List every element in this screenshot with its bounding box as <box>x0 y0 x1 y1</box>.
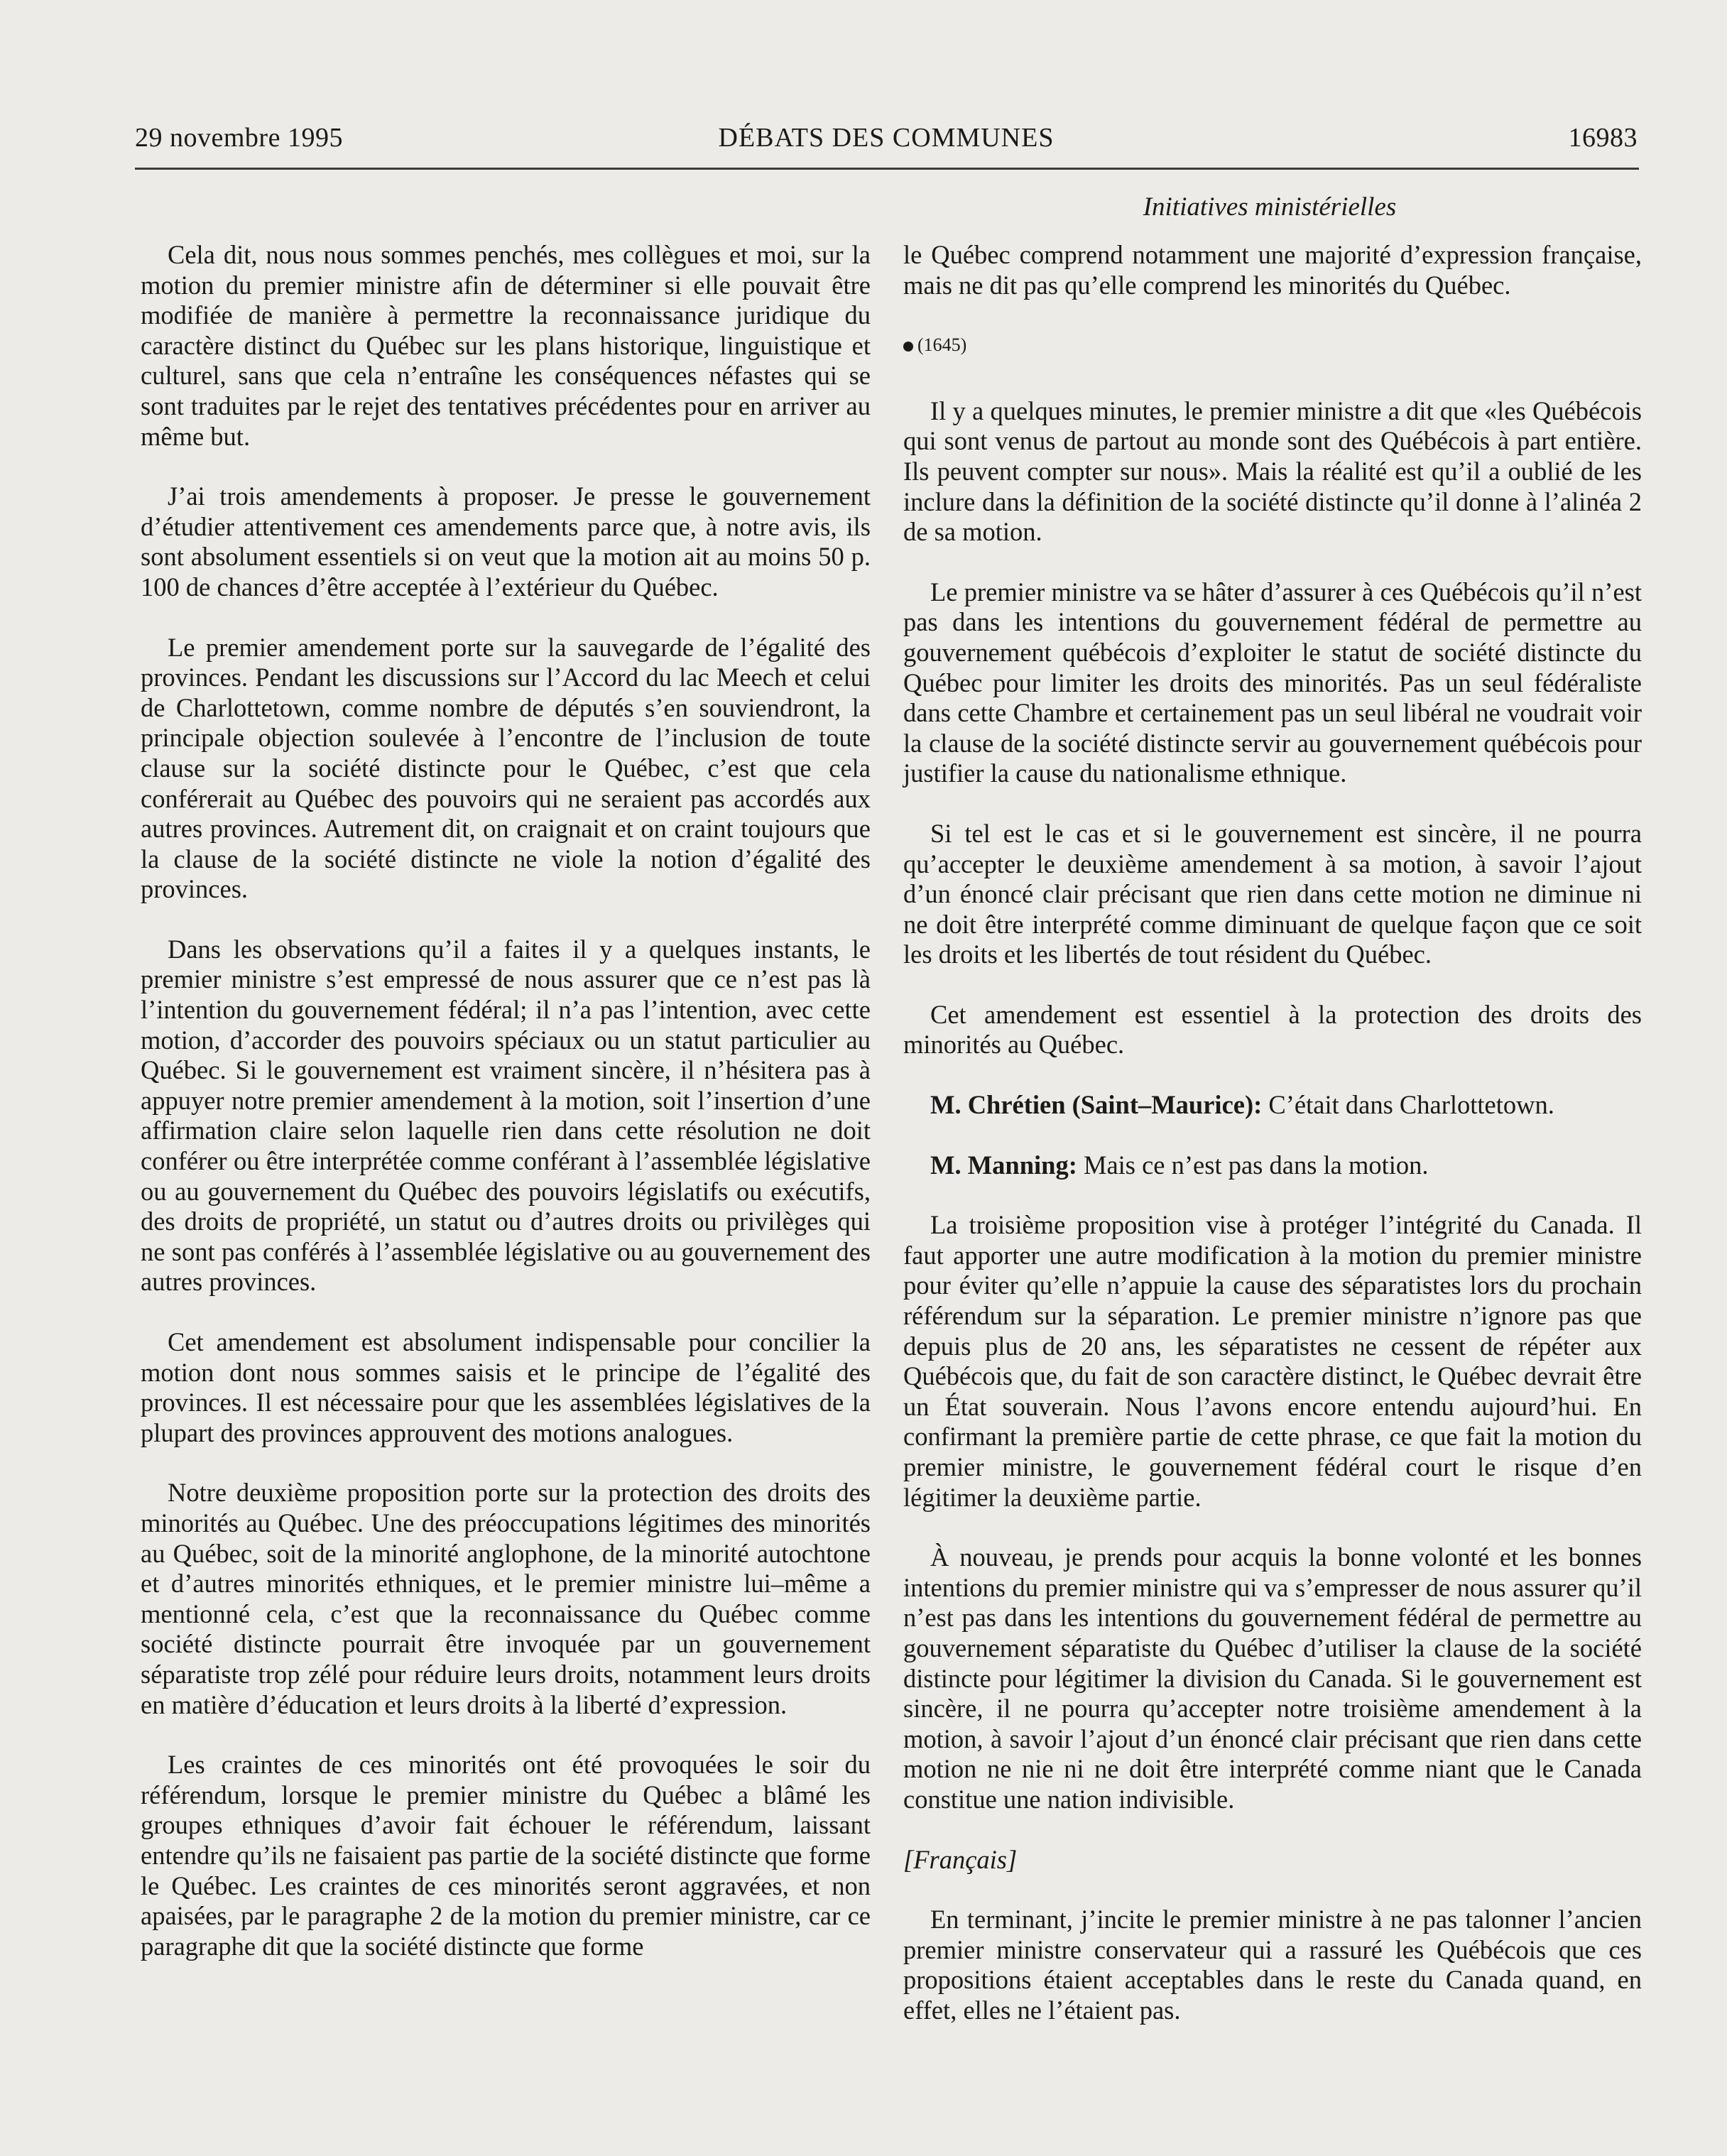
paragraph: Le premier ministre va se hâter d’assurer à ces Québécois qu’il n’est pas dans les intentions du gouvernement fédéral de permettre au gouvernement québécois d’exploiter le statut de société distincte du Québec pour limiter les droits des minorités. Pas un seul fédéraliste dans cette Chambre et certainement pas un seul libéral ne voudrait voir la clause de la société distincte servir au gouvernement québécois pour justifier la cause du nationalisme ethnique. <box>903 577 1642 788</box>
paragraph: Les craintes de ces minorités ont été provoquées le soir du référendum, lorsque le premier ministre du Québec a blâmé les groupes ethniques d’avoir fait échouer le référendum, laissant entendre qu’ils ne faisaient pas partie de la société distincte que forme le Québec. Les craintes de ces minorités seront aggravées, et non apaisées, par le paragraphe 2 de la motion du premier ministre, car ce paragraphe dit que la société distincte que forme <box>141 1750 871 1961</box>
language-note: [Français] <box>903 1844 1018 1874</box>
speech-text: Mais ce n’est pas dans la motion. <box>1077 1150 1429 1180</box>
paragraph: Il y a quelques minutes, le premier ministre a dit que «les Québécois qui sont venus de partout au monde sont des Québécois à part entière. Ils peuvent compter sur nous». Mais la réalité est qu’il a oublié de les inclure dans la définition de la société distincte qu’il donne à l’alinéa 2 de sa motion. <box>903 396 1642 547</box>
speaker-name: M. Manning: <box>930 1150 1077 1180</box>
header-date: 29 novembre 1995 <box>135 123 343 153</box>
paragraph: En terminant, j’incite le premier ministre à ne pas talonner l’ancien premier ministre conservateur qui a rassuré les Québécois que ces propositions étaient acceptables dans le reste du Canada quand, en effet, elles ne l’étaient pas. <box>903 1905 1642 2025</box>
section-heading: Initiatives ministérielles <box>1143 192 1397 222</box>
paragraph: Cet amendement est essentiel à la protection des droits des minorités au Québec. <box>903 999 1642 1060</box>
speech-text: C’était dans Charlottetown. <box>1262 1090 1554 1120</box>
paragraph: La troisième proposition vise à protéger l’intégrité du Canada. Il faut apporter une autre modification à la motion du premier ministre pour éviter qu’elle n’appuie la cause des séparatistes lors du prochain référendum sur la séparation. Le premier ministre n’ignore pas que depuis plus de 20 ans, les séparatistes ne cessent de répéter aux Québécois que, du fait de son caractère distinct, le Québec devrait être un État souverain. Nous l’avons encore entendu aujourd’hui. En confirmant la première partie de cette phrase, ce que fait la motion du premier ministre, le gouvernement fédéral court le risque d’en légitimer la deuxième partie. <box>903 1210 1642 1512</box>
paragraph: Si tel est le cas et si le gouvernement est sincère, il ne pourra qu’accepter le deuxième amendement à sa motion, à savoir l’ajout d’un énoncé clair précisant que rien dans cette motion ne diminue ni ne doit être interprété comme diminuant de quelque façon que ce soit les droits et les libertés de tout résident du Québec. <box>903 818 1642 969</box>
right-column <box>903 240 1642 2056</box>
paragraph: Le premier amendement porte sur la sauvegarde de l’égalité des provinces. Pendant les discussions sur l’Accord du lac Meech et celui de Charlottetown, comme nombre de députés s’en souviendront, la principale objection soulevée à l’encontre de l’inclusion de toute clause sur la société distincte pour le Québec, c’est que cela conférerait au Québec des pouvoirs qui ne seraient pas accordés aux autres provinces. Autrement dit, on craignait et on craint toujours que la clause de la société distincte ne viole la notion d’égalité des provinces. <box>141 632 871 904</box>
paragraph: Cela dit, nous nous sommes penchés, mes collègues et moi, sur la motion du premier ministre afin de déterminer si elle pouvait être modifiée de manière à permettre la reconnaissance juridique du caractère distinct du Québec sur les plans historique, linguistique et culturel, sans que cela n’entraîne les conséquences néfastes qui se sont traduites par le rejet des tentatives précédentes pour en arriver au même but. <box>141 240 871 451</box>
speaker-name: M. Chrétien (Saint–Maurice): <box>930 1090 1263 1120</box>
bullet-icon <box>903 342 913 352</box>
paragraph: À nouveau, je prends pour acquis la bonne volonté et les bonnes intentions du premier ministre qui va s’empresser de nous assurer qu’il n’est pas dans les intentions du gouvernement fédéral de permettre au gouvernement séparatiste du Québec d’utiliser la clause de la société distincte pour légitimer la division du Canada. Si le gouvernement est sincère, il ne pourra qu’accepter notre troisième amendement à la motion, à savoir l’ajout d’un énoncé clair précisant que rien dans cette motion ne nie ni ne doit être interprété comme niant que le Canada constitue une nation indivisible. <box>903 1542 1642 1814</box>
page-header <box>135 114 1638 170</box>
speaker-intervention <box>903 1090 1642 1121</box>
speaker-intervention <box>903 1150 1642 1181</box>
paragraph: Notre deuxième proposition porte sur la protection des droits des minorités au Québec. Une des préoccupations légitimes des minorités au Québec, soit de la minorité anglophone, de la minorité autochtone et d’autres minorités ethniques, et le premier ministre lui–même a mentionné cela, c’est que la reconnaissance du Québec comme société distincte pourrait être invoquée par un gouvernement séparatiste trop zélé pour réduire leurs droits, notamment leurs droits en matière d’éducation et leurs droits à la liberté d’expression. <box>141 1478 871 1719</box>
paragraph: Cet amendement est absolument indispensable pour concilier la motion dont nous sommes saisis et le principe de l’égalité des provinces. Il est nécessaire pour que les assemblées législatives de la plupart des provinces approuvent des motions analogues. <box>141 1327 871 1447</box>
paragraph: le Québec comprend notamment une majorité d’expression française, mais ne dit pas qu’elle comprend les minorités du Québec. <box>903 240 1642 300</box>
header-rule <box>135 168 1639 170</box>
header-title: DÉBATS DES COMMUNES <box>718 123 1055 153</box>
page-number: 16983 <box>1568 123 1638 153</box>
timestamp-text: (1645) <box>917 334 967 356</box>
paragraph: Dans les observations qu’il a faites il y a quelques instants, le premier ministre s’est empressé de nous assurer que ce n’est pas là l’intention du gouvernement fédéral; il n’a pas l’intention, avec cette motion, d’accorder des pouvoirs spéciaux ou un statut particulier au Québec. Si le gouvernement est vraiment sincère, il n’hésitera pas à appuyer notre premier amendement à la motion, soit l’insertion d’une affirmation claire selon laquelle rien dans cette résolution ne doit conférer ou être interprétée comme conférant à l’assemblée législative ou au gouvernement du Québec des pouvoirs législatifs ou exécutifs, des droits de propriété, un statut ou d’autres droits ou privilèges qui ne sont pas conférés à l’assemblée législative ou au gouvernement des autres provinces. <box>141 934 871 1297</box>
timestamp <box>903 330 1642 361</box>
paragraph: J’ai trois amendements à proposer. Je presse le gouvernement d’étudier attentivement ces amendements parce que, à notre avis, ils sont absolument essentiels si on veut que la motion ait au moins 50 p. 100 de chances d’être acceptée à l’extérieur du Québec. <box>141 481 871 601</box>
left-column <box>141 240 871 1991</box>
